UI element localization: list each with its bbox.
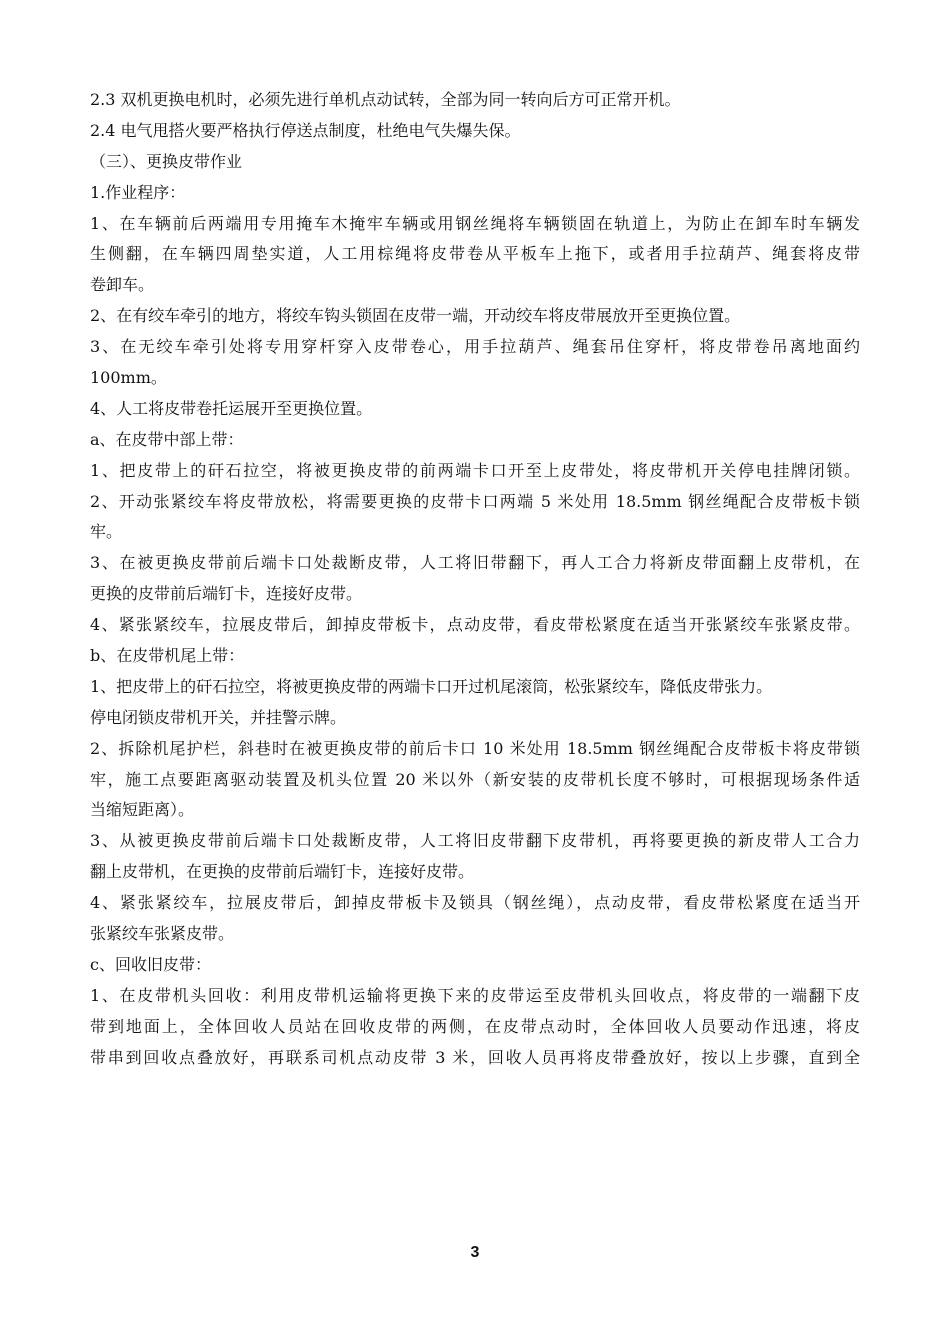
text-line: 4、人工将皮带卷托运展开至更换位置。 bbox=[90, 398, 373, 418]
text-line: 1、在皮带机头回收：利用皮带机运输将更换下来的皮带运至皮带机头回收点，将皮带的一端翻下皮 bbox=[90, 985, 860, 1005]
text-line: （三）、更换皮带作业 bbox=[90, 151, 243, 171]
text-line: 3、在被更换皮带前后端卡口处裁断皮带，人工将旧带翻下，再人工合力将新皮带面翻上皮带机，在 bbox=[90, 553, 860, 573]
text-line: 更换的皮带前后端钉卡，连接好皮带。 bbox=[90, 584, 363, 604]
text-line: 停电闭锁皮带机开关，并挂警示牌。 bbox=[90, 707, 347, 727]
text-line: 2、在有绞车牵引的地方，将绞车钩头锁固在皮带一端，开动绞车将皮带展放开至更换位置。 bbox=[90, 306, 741, 326]
text-line: 2、拆除机尾护栏，斜巷时在被更换皮带的前后卡口 10 米处用 18.5mm 钢丝绳配合皮带板卡将皮带锁 bbox=[90, 738, 860, 758]
text-line: 1、把皮带上的矸石拉空，将被更换皮带的前两端卡口开至上皮带处，将皮带机开关停电挂牌闭锁。 bbox=[90, 460, 860, 480]
text-line: 2.3 双机更换电机时，必须先进行单机点动试转，全部为同一转向后方可正常开机。 bbox=[90, 90, 681, 109]
text-line: 生侧翻，在车辆四周垫实道，人工用棕绳将皮带卷从平板车上拖下，或者用手拉葫芦、绳套将皮带 bbox=[90, 244, 860, 264]
document-body bbox=[90, 90, 860, 1079]
text-line: 4、紧张紧绞车，拉展皮带后，卸掉皮带板卡，点动皮带，看皮带松紧度在适当开张紧绞车张紧皮带。 bbox=[90, 615, 860, 635]
text-line: 张紧绞车张紧皮带。 bbox=[90, 924, 235, 944]
text-line: 1、在车辆前后两端用专用掩车木掩牢车辆或用钢丝绳将车辆锁固在轨道上，为防止在卸车时车辆发 bbox=[90, 213, 860, 233]
text-line: 100mm。 bbox=[90, 368, 167, 388]
text-line: 4、紧张紧绞车，拉展皮带后，卸掉皮带板卡及锁具（钢丝绳），点动皮带，看皮带松紧度在适当开 bbox=[90, 893, 860, 913]
text-line: 牢，施工点要距离驱动装置及机头位置 20 米以外（新安装的皮带机长度不够时，可根据现场条件适 bbox=[90, 769, 860, 789]
text-line: b、在皮带机尾上带： bbox=[90, 646, 245, 666]
text-line: 1、把皮带上的矸石拉空，将被更换皮带的两端卡口开过机尾滚筒，松张紧绞车，降低皮带张力。 bbox=[90, 676, 773, 696]
text-line: 当缩短距离）。 bbox=[90, 800, 195, 820]
text-line: a、在皮带中部上带： bbox=[90, 429, 244, 449]
text-line: 2、开动张紧绞车将皮带放松，将需要更换的皮带卡口两端 5 米处用 18.5mm 钢丝绳配合皮带板卡锁 bbox=[90, 491, 860, 511]
page-number: 3 bbox=[470, 1244, 480, 1261]
text-line: 3、在无绞车牵引处将专用穿杆穿入皮带卷心，用手拉葫芦、绳套吊住穿杆，将皮带卷吊离地面约 bbox=[90, 337, 860, 357]
text-line: 牢。 bbox=[90, 522, 123, 542]
text-line: c、回收旧皮带： bbox=[90, 954, 211, 974]
text-line: 3、从被更换皮带前后端卡口处裁断皮带，人工将旧皮带翻下皮带机，再将要更换的新皮带人工合力 bbox=[90, 831, 860, 851]
text-line: 2.4 电气甩搭火要严格执行停送点制度，杜绝电气失爆失保。 bbox=[90, 120, 521, 140]
text-line: 卷卸车。 bbox=[90, 275, 155, 295]
text-line: 带到地面上，全体回收人员站在回收皮带的两侧，在皮带点动时，全体回收人员要动作迅速，将皮 bbox=[90, 1016, 860, 1036]
text-line: 翻上皮带机，在更换的皮带前后端钉卡，连接好皮带。 bbox=[90, 862, 475, 882]
text-line: 1.作业程序： bbox=[90, 182, 186, 202]
text-line: 带串到回收点叠放好，再联系司机点动皮带 3 米，回收人员再将皮带叠放好，按以上步骤，直到全 bbox=[90, 1047, 860, 1067]
